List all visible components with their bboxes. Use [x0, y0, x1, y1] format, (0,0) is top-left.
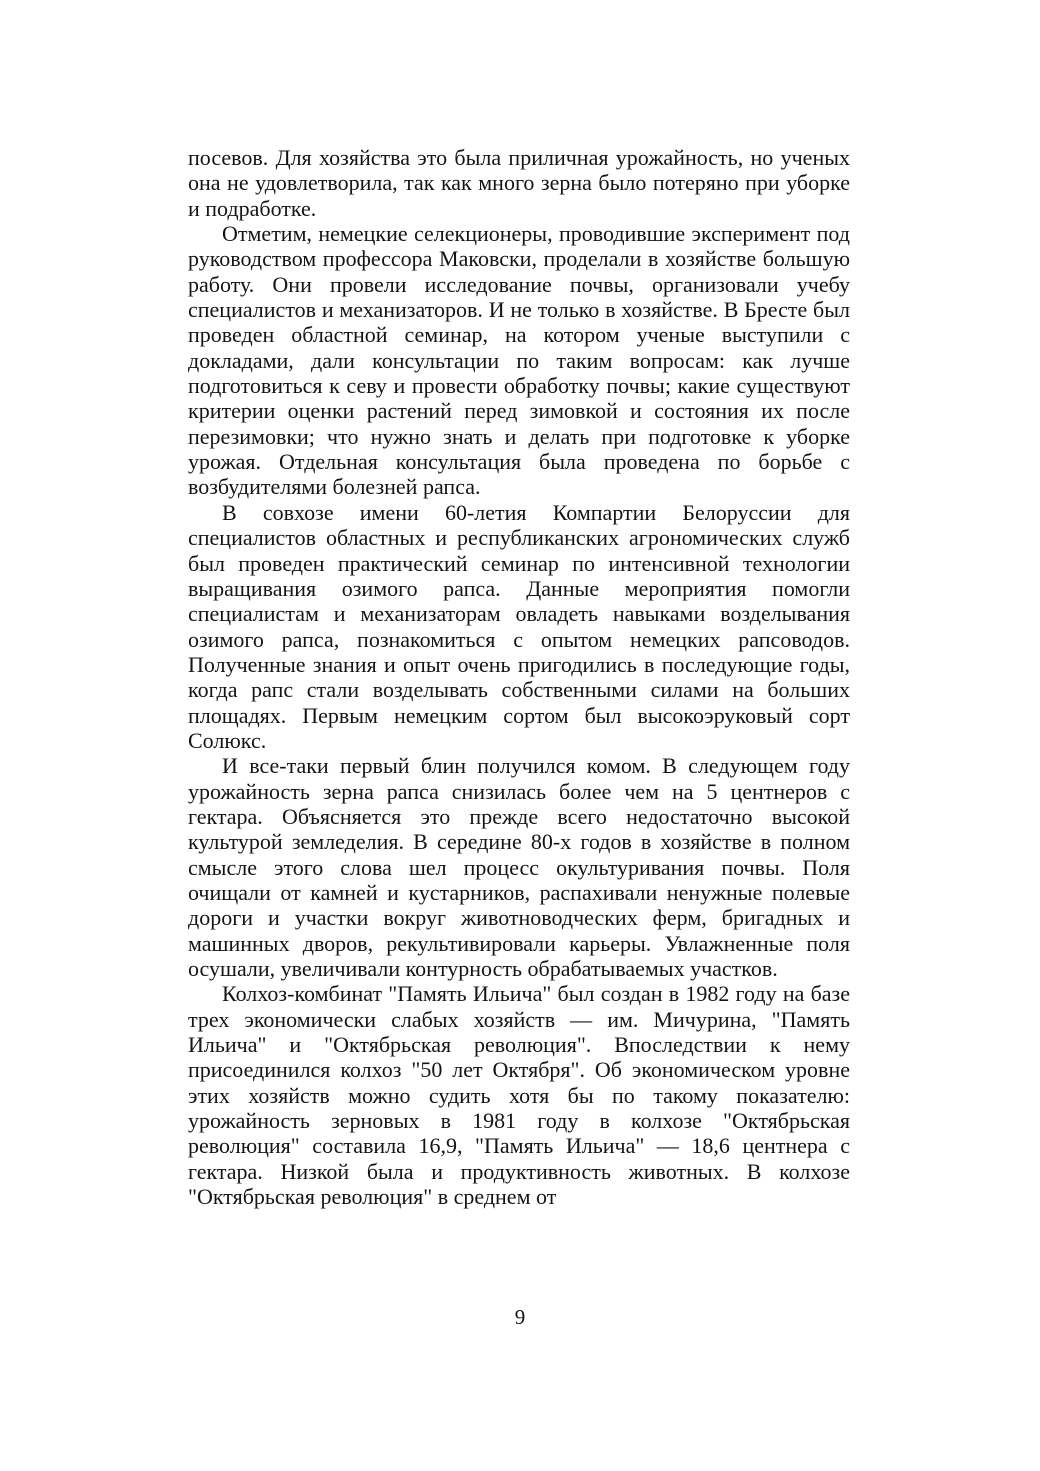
body-text — [188, 145, 850, 1209]
paragraph-sovkhoz-seminar: В совхозе имени 60-летия Компартии Белоруссии для специалистов областных и республиканских агрономических служб был проведен практический семинар по интенсивной технологии выращивания озимого рапса. Данные мероприятия помогли специалистам и механизаторам овладеть навыками возделывания озимого рапса, познакомиться с опытом немецких рапсоводов. Полученные знания и опыт очень пригодились в последующие годы, когда рапс стали возделывать собственными силами на больших площадях. Первым немецким сортом был высокоэруковый сорт Солюкс. — [188, 499, 850, 753]
paragraph-continuation: посевов. Для хозяйства это была приличная урожайность, но ученых она не удовлетворила, так как много зерна было потеряно при уборке и подработке. — [188, 145, 850, 221]
paragraph-german-breeders: Отметим, немецкие селекционеры, проводившие эксперимент под руководством профессора Маковски, проделали в хозяйстве большую работу. Они провели исследование почвы, организовали учебу специалистов и механизаторов. И не только в хозяйстве. В Бресте был проведен областной семинар, на котором ученые выступили с докладами, дали консультации по таким вопросам: как лучше подготовиться к севу и провести обработку почвы; какие существуют критерии оценки растений перед зимовкой и состояния их после перезимовки; что нужно знать и делать при подготовке к уборке урожая. Отдельная консультация была проведена по борьбе с возбудителями болезней рапса. — [188, 221, 850, 500]
page-number: 9 — [514, 1305, 526, 1329]
paragraph-kolkhoz-kombinat: Колхоз-комбинат "Память Ильича" был создан в 1982 году на базе трех экономически слабых хозяйств — им. Мичурина, "Память Ильича" и "Октябрьская революция". Впоследствии к нему присоединился колхоз "50 лет Октября". Об экономическом уровне этих хозяйств можно судить хотя бы по такому показателю: урожайность зерновых в 1981 году в колхозе "Октябрьская революция" составила 16,9, "Память Ильича" — 18,6 центнера с гектара. Низкой была и продуктивность животных. В колхозе "Октябрьская революция" в среднем от — [188, 981, 850, 1210]
paragraph-first-pancake: И все-таки первый блин получился комом. В следующем году урожайность зерна рапса снизилась более чем на 5 центнеров с гектара. Объясняется это прежде всего недостаточно высокой культурой земледелия. В середине 80-х годов в хозяйстве в полном смысле этого слова шел процесс окультуривания почвы. Поля очищали от камней и кустарников, распахивали ненужные полевые дороги и участки вокруг животноводческих ферм, бригадных и машинных дворов, рекультивировали карьеры. Увлажненные поля осушали, увеличивали контурность обрабатываемых участков. — [188, 753, 850, 981]
